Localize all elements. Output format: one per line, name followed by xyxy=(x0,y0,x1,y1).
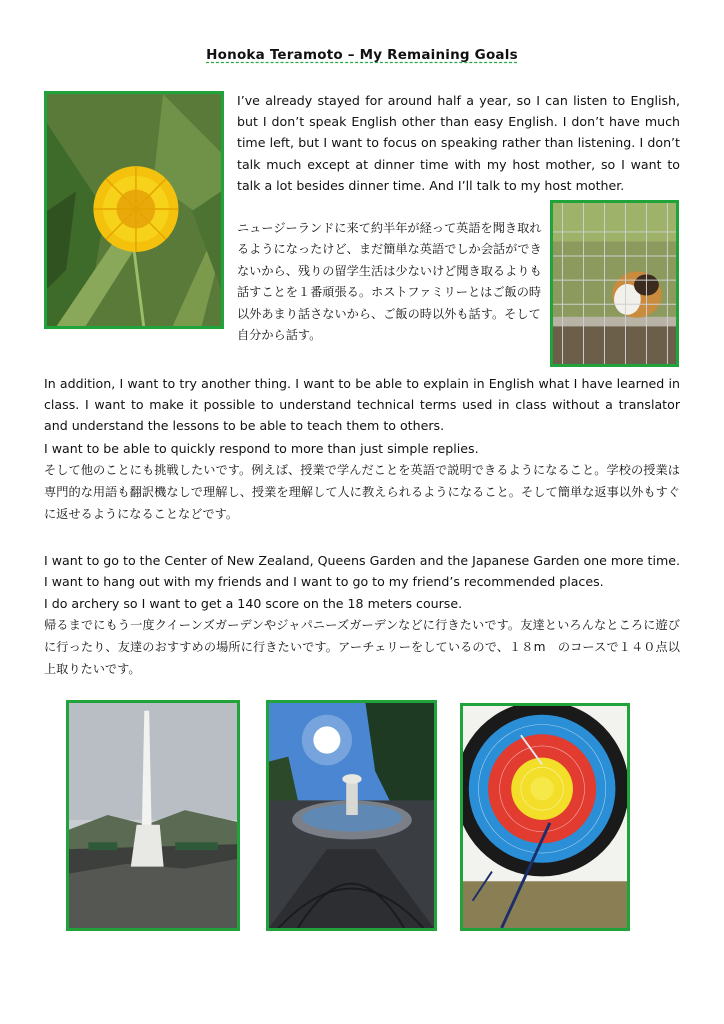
guinea-pig-photo xyxy=(550,200,679,367)
page-title xyxy=(0,47,724,63)
section3-english: I want to go to the Center of New Zealand, Queens Garden and the Japanese Garden one more time. I want to hang out with my friends and I want to go to my friend’s recommended places. xyxy=(44,553,680,590)
section1-english: I’ve already stayed for around half a year, so I can listen to English, but I don’t speak English other than easy English. I don’t have much time left, but I want to focus on speaking rather than listening. I don’t talk much except at dinner time with my host mother, so I want to talk a lot besides dinner time. And I’ll talk to my host mother. xyxy=(237,93,680,193)
section3-english-line: I do archery so I want to get a 140 score on the 18 meters course. xyxy=(44,596,463,611)
section2-japanese: そして他のことにも挑戦したいです。例えば、授業で学んだことを英語で説明できるようになること。学校の授業は専門的な用語も翻訳機なしで理解し、授業を理解して人に教えられるようになること。そして簡単な返事以外もすぐに返せるようになることなどです。 xyxy=(44,463,680,521)
section3-japanese: 帰るまでにもう一度クイーンズガーデンやジャパニーズガーデンなどに行きたいです。友達といろんなところに遊びに行ったり、友達のおすすめの場所に行きたいです。アーチェリーをしているので、１８m のコースで１４０点以上取りたいです。 xyxy=(44,618,680,676)
monument-photo xyxy=(66,700,240,931)
fountain-photo xyxy=(266,700,437,931)
section2-english: In addition, I want to try another thing. I want to be able to explain in English what I have learned in class. I want to make it possible to understand technical terms used in class without a translator and understand the lessons to be able to teach them to others. xyxy=(44,376,680,434)
section2-english-line: I want to be able to quickly respond to more than just simple replies. xyxy=(44,441,479,456)
page-title-text: Honoka Teramoto – My Remaining Goals xyxy=(206,47,518,63)
dandelion-photo xyxy=(44,91,224,329)
archery-target-photo xyxy=(460,703,630,931)
section1-japanese: ニュージーランドに来て約半年が経って英語を聞き取れるようになったけど、まだ簡単な英語でしか会話ができないから、残りの留学生活は少ないけど聞き取るよりも話すことを１番頑張る。ホストファミリーとはご飯の時以外あまり話さないから、ご飯の時以外も話す。そして自分から話す。 xyxy=(237,221,542,343)
